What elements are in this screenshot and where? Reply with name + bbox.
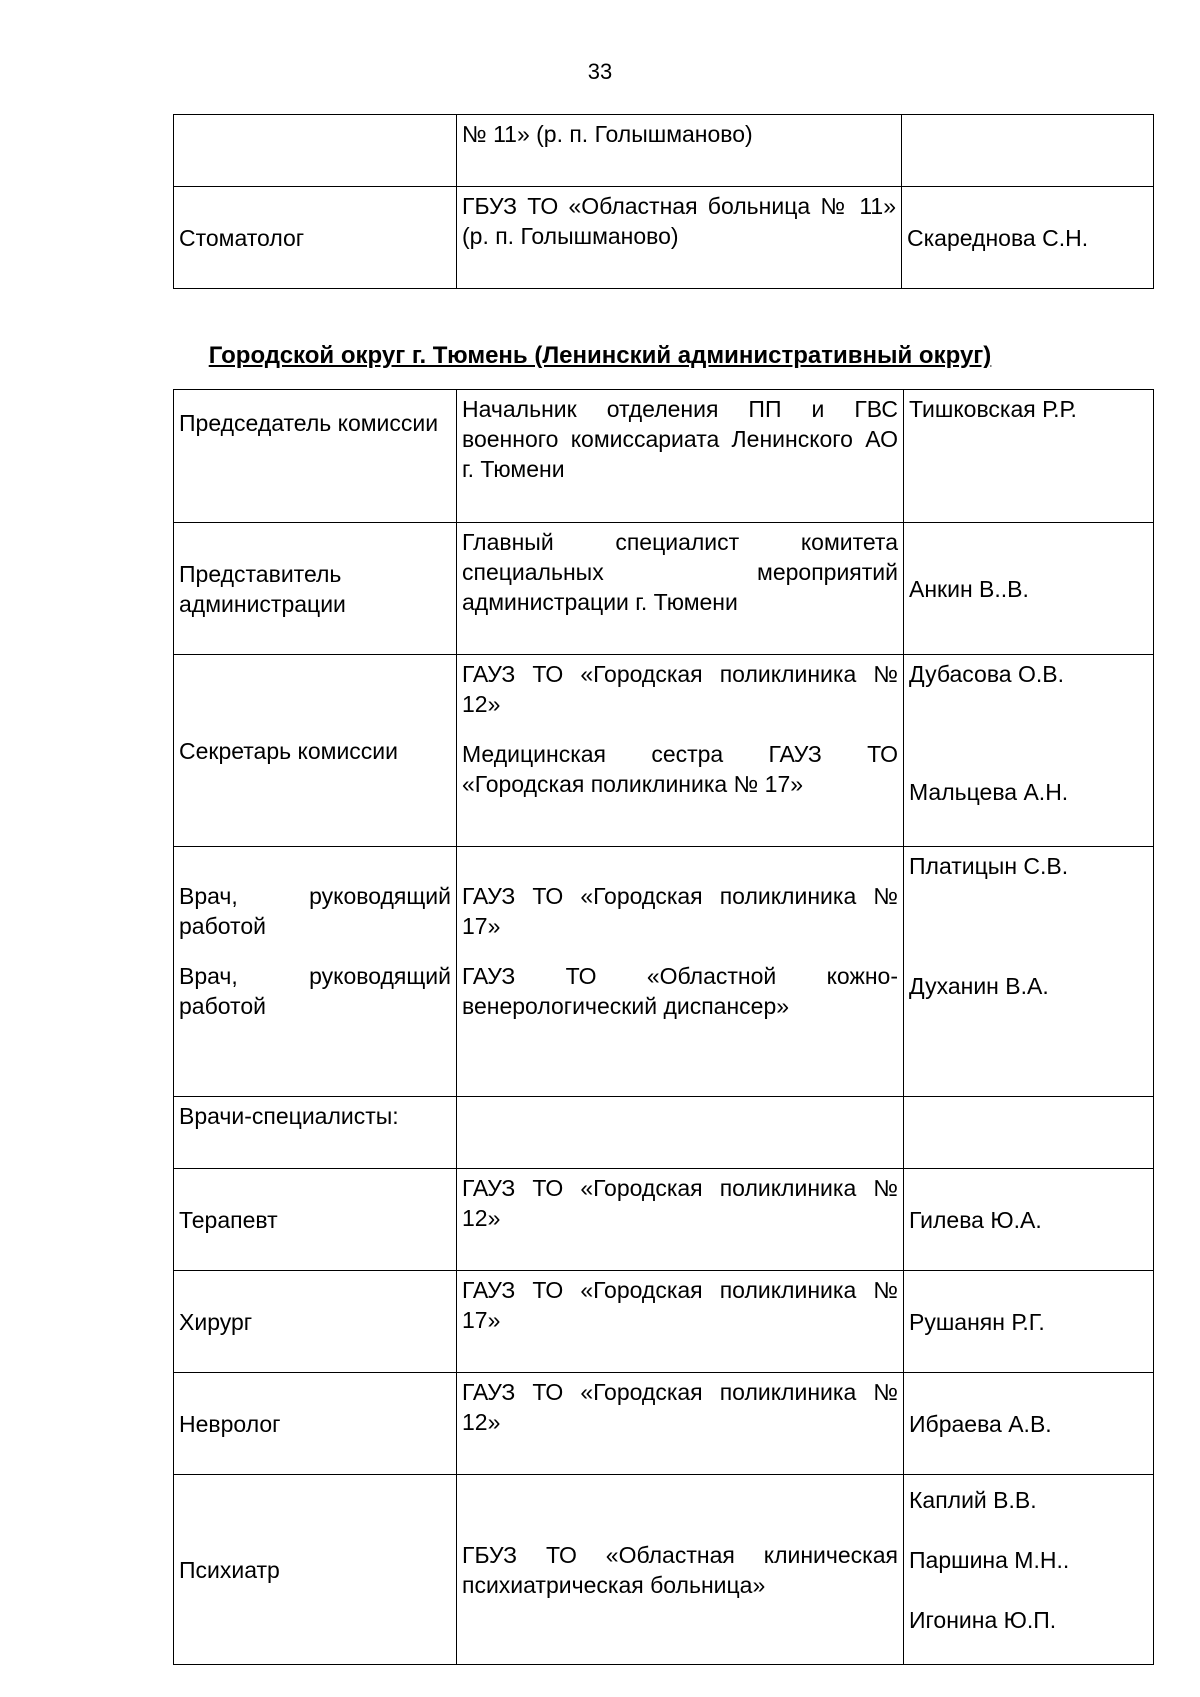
person-text: Мальцева А.Н.: [909, 779, 1069, 805]
person-text: Игонина Ю.П.: [909, 1607, 1057, 1633]
person-cell: [904, 1475, 1154, 1665]
person-cell: [904, 847, 1154, 1097]
person-text: Паршина М.Н..: [909, 1547, 1070, 1573]
role-cell: Врачи-специалисты:: [174, 1097, 457, 1169]
role-cell: [174, 847, 457, 1097]
org-cell: № 11» (р. п. Голышманово): [457, 115, 902, 187]
person-text: Духанин В.А.: [909, 973, 1049, 999]
continuation-table: [173, 114, 1154, 289]
org-text: ГАУЗ ТО «Областной кожно-венерологический диспансер»: [462, 963, 898, 1019]
role-cell: Психиатр: [174, 1475, 457, 1665]
table-row: [174, 655, 1154, 847]
commission-table: [173, 389, 1154, 1665]
role-text: Врач, руководящий работой: [179, 963, 451, 1019]
org-cell: [457, 847, 904, 1097]
person-cell: Гилева Ю.А.: [904, 1169, 1154, 1271]
org-cell: [457, 655, 904, 847]
role-cell: Представитель администрации: [174, 523, 457, 655]
role-cell: [174, 390, 457, 523]
org-cell: [457, 1097, 904, 1169]
role-cell: Невролог: [174, 1373, 457, 1475]
org-text: ГАУЗ ТО «Городская поликлиника № 17»: [462, 883, 898, 939]
table-row: [174, 115, 1154, 187]
person-text: Платицын С.В.: [909, 853, 1069, 879]
org-cell: ГАУЗ ТО «Городская поликлиника № 12»: [457, 1373, 904, 1475]
org-cell: Начальник отделения ПП и ГВС военного комиссариата Ленинского АО г. Тюмени: [457, 390, 904, 523]
table-row: [174, 390, 1154, 523]
role-cell: Секретарь комиссии: [174, 655, 457, 847]
role-cell: Стоматолог: [174, 187, 457, 289]
table-row: [174, 1097, 1154, 1169]
org-cell: ГАУЗ ТО «Городская поликлиника № 17»: [457, 1271, 904, 1373]
role-text: Председатель комиссии: [179, 410, 439, 436]
role-cell: Хирург: [174, 1271, 457, 1373]
org-cell: ГБУЗ ТО «Областная больница № 11» (р. п. Голышманово): [457, 187, 902, 289]
person-cell: [902, 115, 1154, 187]
table-row: [174, 1271, 1154, 1373]
org-cell: ГБУЗ ТО «Областная клиническая психиатрическая больница»: [457, 1475, 904, 1665]
person-cell: Анкин В..В.: [904, 523, 1154, 655]
table-row: [174, 1169, 1154, 1271]
person-cell: Ибраева А.В.: [904, 1373, 1154, 1475]
person-cell: Тишковская Р.Р.: [904, 390, 1154, 523]
table-row: [174, 187, 1154, 289]
org-cell: ГАУЗ ТО «Городская поликлиника № 12»: [457, 1169, 904, 1271]
role-text: Врач, руководящий работой: [179, 883, 451, 939]
org-cell: Главный специалист комитета специальных мероприятий администрации г. Тюмени: [457, 523, 904, 655]
person-text: Дубасова О.В.: [909, 661, 1064, 687]
table-row: [174, 847, 1154, 1097]
table-row: [174, 1475, 1154, 1665]
org-text: ГАУЗ ТО «Городская поликлиника № 12»: [462, 661, 898, 717]
person-cell: Скареднова С.Н.: [902, 187, 1154, 289]
org-text: Медицинская сестра ГАУЗ ТО «Городская поликлиника № 17»: [462, 741, 898, 797]
page-number: 33: [587, 59, 613, 84]
person-cell: Рушанян Р.Г.: [904, 1271, 1154, 1373]
person-cell: [904, 655, 1154, 847]
role-cell: Терапевт: [174, 1169, 457, 1271]
person-text: Каплий В.В.: [909, 1487, 1037, 1513]
table-row: [174, 523, 1154, 655]
role-cell: [174, 115, 457, 187]
section-title: Городской округ г. Тюмень (Ленинский административный округ): [208, 342, 992, 369]
person-cell: [904, 1097, 1154, 1169]
table-row: [174, 1373, 1154, 1475]
